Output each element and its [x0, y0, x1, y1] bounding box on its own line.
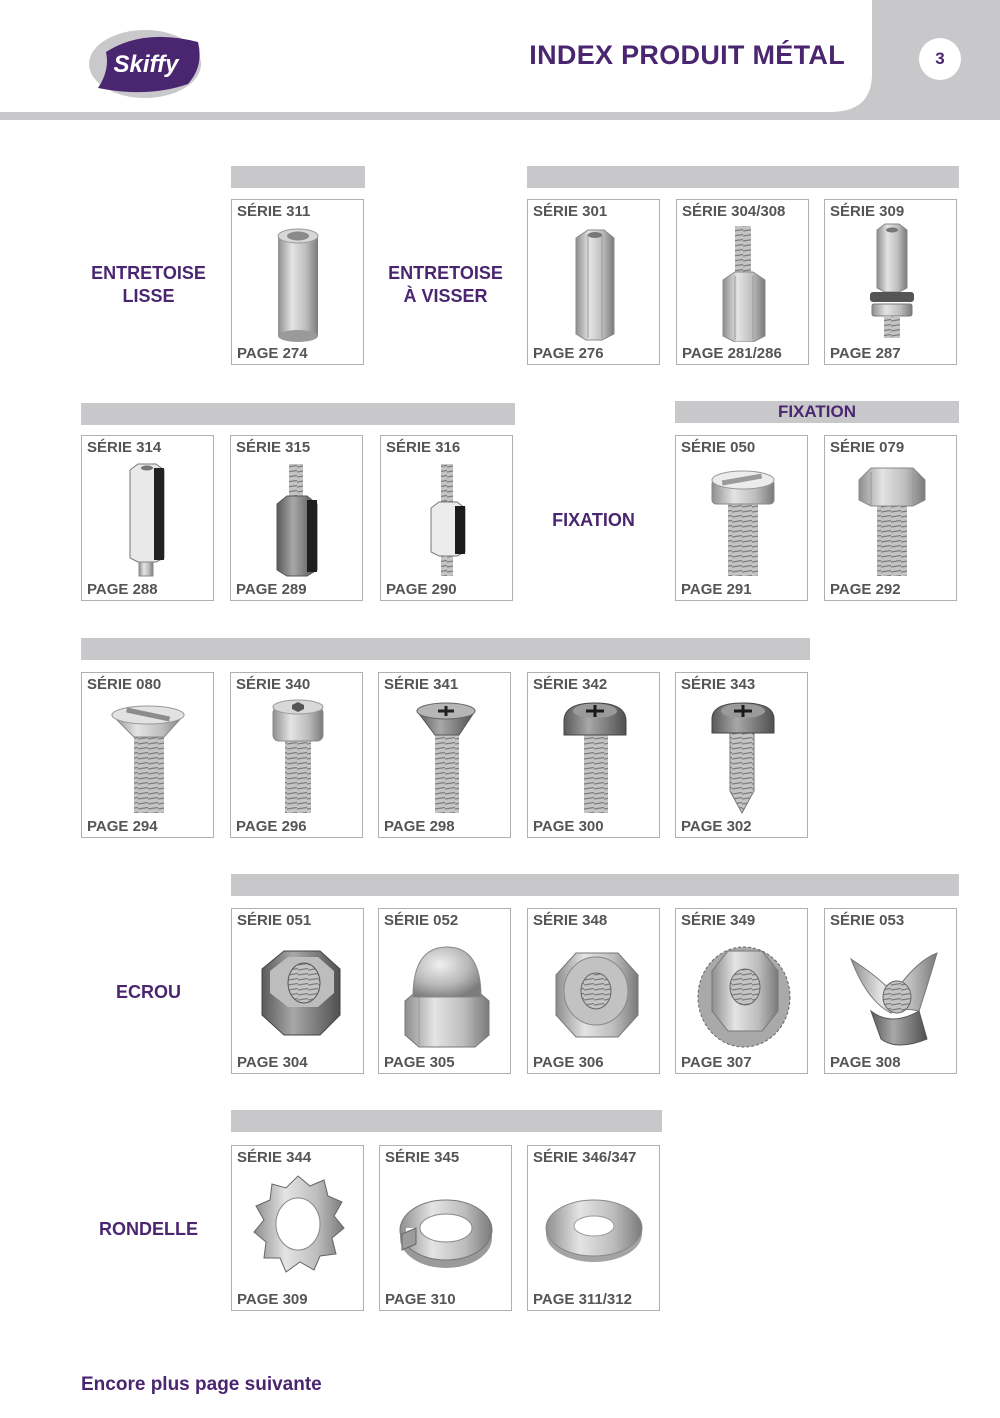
serie-label: SÉRIE 345 — [385, 1149, 460, 1166]
page-label: PAGE 304 — [237, 1054, 308, 1071]
fixation-band — [675, 401, 959, 423]
section-band — [527, 166, 959, 188]
serie-label: SÉRIE 343 — [681, 676, 756, 693]
countersunk-slotted-screw-icon — [98, 695, 198, 815]
section-band — [231, 166, 365, 188]
logo-text: Skiffy — [113, 51, 179, 78]
product-card-316[interactable] — [380, 435, 513, 601]
page-label: PAGE 291 — [681, 581, 752, 598]
category-line: À VISSER — [403, 286, 488, 306]
product-card-341[interactable] — [378, 672, 511, 838]
serie-label: SÉRIE 340 — [236, 676, 311, 693]
section-band — [231, 874, 959, 896]
serie-label: SÉRIE 346/347 — [533, 1149, 637, 1166]
serie-label: SÉRIE 079 — [830, 439, 905, 456]
serie-label: SÉRIE 315 — [236, 439, 311, 456]
flat-washer-icon — [544, 1168, 644, 1288]
product-card-051[interactable] — [231, 908, 364, 1074]
product-card-304-308[interactable] — [676, 199, 809, 365]
serie-label: SÉRIE 050 — [681, 439, 756, 456]
serie-label: SÉRIE 080 — [87, 676, 162, 693]
serie-label: SÉRIE 053 — [830, 912, 905, 929]
flange-nut-icon — [692, 931, 792, 1051]
hex-spacer-female-icon — [544, 222, 644, 342]
self-tapping-screw-icon — [692, 695, 792, 815]
socket-head-screw-icon — [247, 695, 347, 815]
serie-label: SÉRIE 052 — [384, 912, 459, 929]
page-number-badge: 3 — [919, 38, 961, 80]
page-label: PAGE 287 — [830, 345, 901, 362]
page-label: PAGE 309 — [237, 1291, 308, 1308]
category-ecrou: ECROU — [115, 982, 181, 1002]
product-card-309[interactable] — [824, 199, 957, 365]
cap-nut-icon — [395, 931, 495, 1051]
product-card-315[interactable] — [230, 435, 363, 601]
serie-label: SÉRIE 341 — [384, 676, 459, 693]
skiffy-logo — [88, 26, 206, 104]
wing-nut-icon — [841, 931, 941, 1051]
product-card-349[interactable] — [675, 908, 808, 1074]
serie-label: SÉRIE 309 — [830, 203, 905, 220]
category-line: LISSE — [122, 286, 175, 306]
hex-spacer-threaded-icon — [247, 458, 347, 578]
category-entretoise-visser — [377, 262, 514, 308]
serie-label: SÉRIE 342 — [533, 676, 608, 693]
footer-note: Encore plus page suivante — [81, 1374, 322, 1395]
page-label: PAGE 296 — [236, 818, 307, 835]
hex-head-screw-icon — [841, 458, 941, 578]
product-card-053[interactable] — [824, 908, 957, 1074]
category-line: ENTRETOISE — [388, 263, 503, 283]
page-label: PAGE 294 — [87, 818, 158, 835]
product-card-344[interactable] — [231, 1145, 364, 1311]
product-card-311[interactable] — [231, 199, 364, 365]
page-label: PAGE 310 — [385, 1291, 456, 1308]
serie-label: SÉRIE 051 — [237, 912, 312, 929]
page-label: PAGE 302 — [681, 818, 752, 835]
product-card-052[interactable] — [378, 908, 511, 1074]
hex-spacer-stepped-icon — [98, 458, 198, 578]
hex-spacer-male-female-icon — [693, 222, 793, 342]
split-lock-washer-icon — [396, 1168, 496, 1288]
category-fixation: FIXATION — [552, 510, 635, 530]
page-label: PAGE 290 — [386, 581, 457, 598]
serie-label: SÉRIE 344 — [237, 1149, 312, 1166]
product-card-342[interactable] — [527, 672, 660, 838]
page-label: PAGE 311/312 — [533, 1291, 632, 1308]
page-label: PAGE 276 — [533, 345, 604, 362]
page-label: PAGE 289 — [236, 581, 307, 598]
page-label: PAGE 306 — [533, 1054, 604, 1071]
cheese-head-screw-icon — [692, 458, 792, 578]
page-label: PAGE 308 — [830, 1054, 901, 1071]
category-rondelle: RONDELLE — [99, 1219, 198, 1239]
pan-head-phillips-screw-icon — [544, 695, 644, 815]
page-label: PAGE 288 — [87, 581, 158, 598]
plain-spacer-icon — [248, 222, 348, 342]
page-title: INDEX PRODUIT MÉTAL — [529, 40, 845, 70]
page-label: PAGE 292 — [830, 581, 901, 598]
fixation-band-label: FIXATION — [777, 402, 857, 421]
page-label: PAGE 281/286 — [682, 345, 782, 362]
product-card-348[interactable] — [527, 908, 660, 1074]
hex-spacer-with-nut-icon — [841, 222, 941, 342]
page-label: PAGE 274 — [237, 345, 308, 362]
product-card-345[interactable] — [379, 1145, 512, 1311]
countersunk-phillips-screw-icon — [395, 695, 495, 815]
product-card-346-347[interactable] — [527, 1145, 660, 1311]
section-band — [81, 638, 810, 660]
page-label: PAGE 307 — [681, 1054, 752, 1071]
page-label: PAGE 298 — [384, 818, 455, 835]
serie-label: SÉRIE 301 — [533, 203, 608, 220]
serie-label: SÉRIE 314 — [87, 439, 162, 456]
serie-label: SÉRIE 311 — [237, 203, 311, 220]
serie-label: SÉRIE 316 — [386, 439, 461, 456]
section-band — [231, 1110, 662, 1132]
product-card-080[interactable] — [81, 672, 214, 838]
hex-nut-icon — [248, 931, 348, 1051]
product-card-079[interactable] — [824, 435, 957, 601]
serie-label: SÉRIE 348 — [533, 912, 608, 929]
serrated-lock-washer-icon — [248, 1168, 348, 1288]
product-card-301[interactable] — [527, 199, 660, 365]
category-line: ENTRETOISE — [91, 263, 206, 283]
product-card-343[interactable] — [675, 672, 808, 838]
section-band — [81, 403, 515, 425]
serie-label: SÉRIE 304/308 — [682, 203, 786, 220]
product-card-340[interactable] — [230, 672, 363, 838]
product-card-314[interactable] — [81, 435, 214, 601]
serie-label: SÉRIE 349 — [681, 912, 756, 929]
nylon-lock-nut-icon — [544, 931, 644, 1051]
page-label: PAGE 300 — [533, 818, 604, 835]
category-entretoise-lisse — [80, 262, 217, 308]
hex-spacer-double-threaded-icon — [397, 458, 497, 578]
product-card-050[interactable] — [675, 435, 808, 601]
page-label: PAGE 305 — [384, 1054, 455, 1071]
